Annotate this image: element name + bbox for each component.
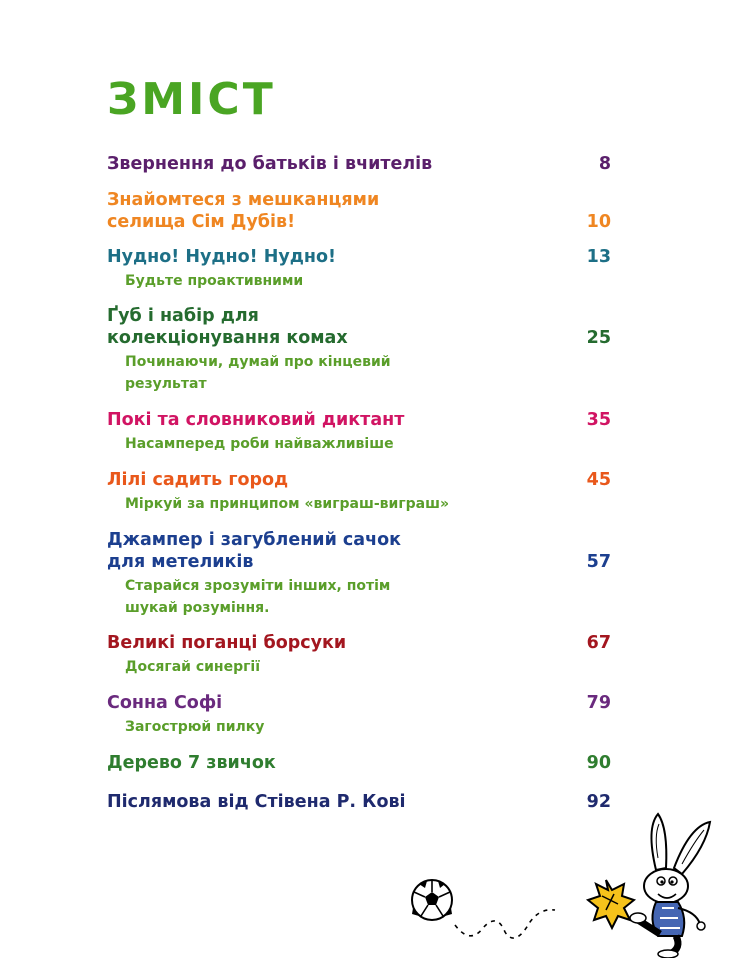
soccer-ball-icon [405, 870, 560, 960]
toc-entry-page: 57 [586, 552, 611, 572]
toc-entry-subtitle: Насамперед роби найважливіше [125, 436, 394, 452]
page-title: ЗМІСТ [107, 74, 276, 125]
toc-entry-title: Джампер і загублений сачок для метеликів [107, 530, 402, 572]
toc-entry-title: Звернення до батьків і вчителів [107, 154, 433, 174]
toc-entry-subtitle: Загострюй пилку [125, 719, 265, 735]
toc-entry[interactable] [107, 791, 611, 813]
bunny-kicking-illustration [578, 808, 728, 958]
toc-entry-page: 79 [586, 693, 611, 713]
toc-entry-title: Знайомтеся з мешканцями селища Сім Дубів! [107, 190, 380, 232]
toc-entry-page: 90 [586, 753, 611, 773]
toc-entry-title: Післямова від Стівена Р. Кові [107, 792, 406, 812]
toc-entry-page: 92 [586, 792, 611, 812]
toc-entry[interactable] [107, 469, 611, 515]
toc-entry[interactable] [107, 246, 611, 292]
toc-entry-page: 45 [586, 470, 611, 490]
toc-entry-title: Нудно! Нудно! Нудно! [107, 247, 337, 267]
toc-entry[interactable] [107, 632, 611, 678]
toc-entry-page: 35 [586, 410, 611, 430]
toc-entry[interactable] [107, 752, 611, 774]
toc-entry-subtitle: Міркуй за принципом «виграш-виграш» [125, 496, 450, 512]
toc-entry[interactable] [107, 409, 611, 455]
toc-entry-title: Ґуб і набір для колекціонування комах [107, 306, 348, 348]
toc-entry[interactable] [107, 529, 611, 619]
toc-entry-subtitle: Старайся зрозуміти інших, потім шукай розуміння. [125, 578, 391, 616]
toc-entry[interactable] [107, 153, 611, 175]
toc-entry[interactable] [107, 692, 611, 738]
toc-entry-page: 67 [586, 633, 611, 653]
toc-entry-page: 25 [586, 328, 611, 348]
toc-entry-subtitle: Будьте проактивними [125, 273, 304, 289]
toc-entry-title: Дерево 7 звичок [107, 753, 276, 773]
toc-entry-page: 8 [598, 154, 611, 174]
toc-entry[interactable] [107, 189, 611, 233]
toc-entry-title: Сонна Софі [107, 693, 223, 713]
toc-entry-title: Лілі садить город [107, 470, 289, 490]
toc-entry-subtitle: Досягай синергії [125, 659, 261, 675]
toc-entry-title: Покі та словниковий диктант [107, 410, 405, 430]
toc-entry-subtitle: Починаючи, думай про кінцевий результат [125, 354, 391, 392]
toc-entry-page: 10 [586, 212, 611, 232]
toc-entry-title: Великі поганці борсуки [107, 633, 347, 653]
toc-entry-page: 13 [586, 247, 611, 267]
toc-entry[interactable] [107, 305, 611, 395]
